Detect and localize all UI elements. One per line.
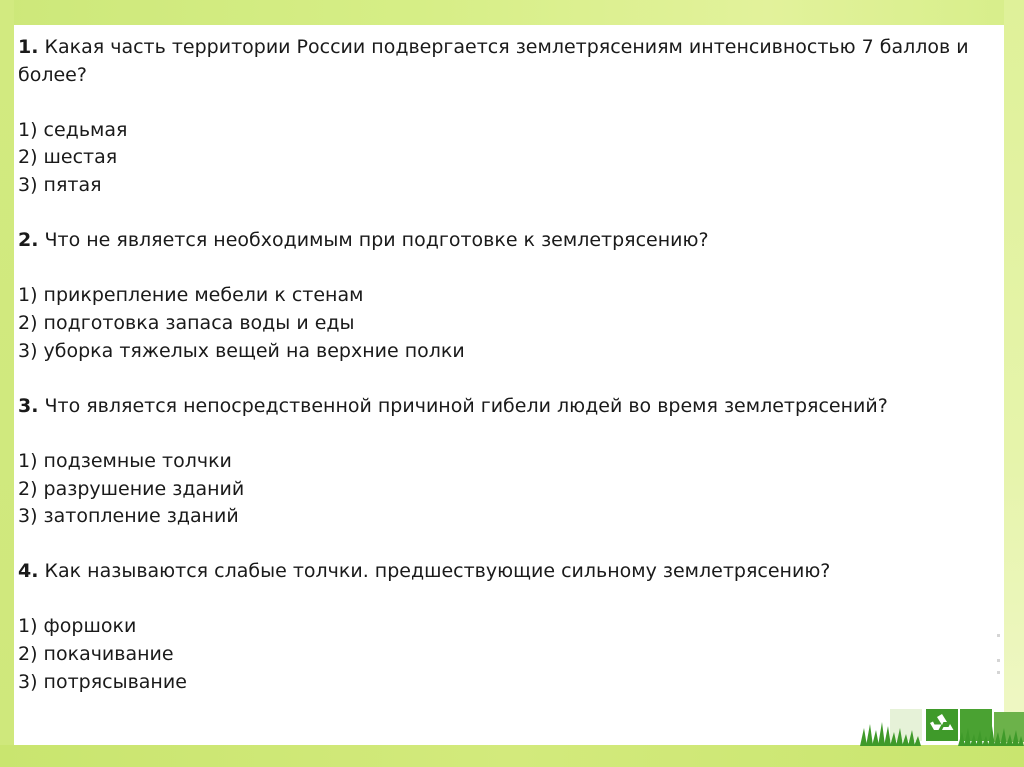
question-2 [18, 227, 1003, 255]
question-text: Как называются слабые толчки. предшествующие сильному землетрясению? [44, 560, 831, 583]
panel-tile [960, 709, 992, 741]
question-text: Какая часть территории России подвергается землетрясениям интенсивностью 7 баллов и более? [18, 36, 969, 86]
answer-option: 3) пятая [18, 173, 102, 196]
quiz-content [18, 34, 1003, 696]
side-decoration [997, 634, 1001, 674]
question-3 [18, 393, 1003, 421]
question-4 [18, 558, 1003, 586]
answer-option: 1) седьмая [18, 118, 128, 141]
question-text: Что является непосредственной причиной гибели людей во время землетрясений? [44, 394, 888, 417]
answer-option: 2) шестая [18, 146, 118, 169]
answer-option: 1) прикрепление мебели к стенам [18, 284, 364, 307]
answer-option: 3) уборка тяжелых вещей на верхние полки [18, 339, 465, 362]
question-number: 1. [18, 36, 39, 58]
answer-option: 3) затопление зданий [18, 505, 239, 528]
answer-option: 3) потрясывание [18, 670, 187, 693]
answer-option: 2) разрушение зданий [18, 477, 245, 500]
answer-option: 2) подготовка запаса воды и еды [18, 311, 355, 334]
question-number: 4. [18, 560, 39, 583]
slide-frame-left [0, 0, 14, 767]
answer-option: 1) подземные толчки [18, 449, 232, 472]
question-text: Что не является необходимым при подготовке к землетрясению? [44, 229, 709, 252]
slide-frame-right [1004, 0, 1024, 767]
slide-frame-bottom [0, 745, 1024, 767]
eco-grass-decoration [860, 706, 1024, 746]
question-number: 3. [18, 394, 39, 417]
question-number: 2. [18, 229, 39, 252]
answer-option: 2) покачивание [18, 643, 174, 666]
answer-option: 1) форшоки [18, 615, 137, 638]
question-1 [18, 34, 1003, 89]
